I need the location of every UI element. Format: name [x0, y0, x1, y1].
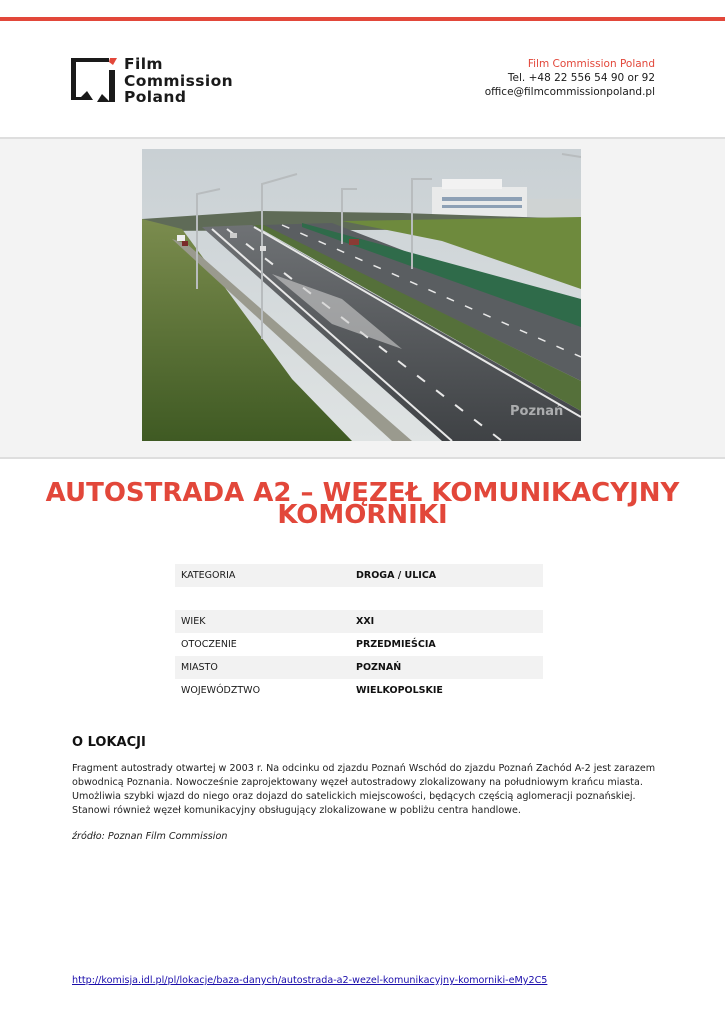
highway-illustration — [142, 149, 581, 441]
details-spacer — [175, 587, 543, 610]
contact-organization: Film Commission Poland — [527, 58, 655, 70]
logo-mark-icon — [69, 56, 119, 106]
page-title: AUTOSTRADA A2 – WĘZEŁ KOMUNIKACYJNY KOMORNIKI — [45, 478, 680, 530]
detail-row-otoczenie — [175, 633, 543, 656]
about-heading: O LOKACJI — [72, 735, 146, 750]
location-photo — [142, 149, 581, 441]
logo-word-poland: Poland — [124, 88, 187, 106]
photo-band — [0, 137, 725, 459]
detail-label: MIASTO — [181, 662, 218, 673]
detail-value: PRZEDMIEŚCIA — [356, 639, 436, 650]
logo[interactable] — [69, 55, 234, 108]
detail-value: DROGA / ULICA — [356, 570, 437, 581]
contact-phone: Tel. +48 22 556 54 90 or 92 — [507, 72, 655, 84]
detail-row-kategoria — [175, 564, 543, 587]
detail-value: WIELKOPOLSKIE — [356, 685, 443, 696]
detail-row-wojewodztwo — [175, 679, 543, 702]
photo-watermark: Poznań — [510, 404, 564, 419]
detail-label: WOJEWÓDZTWO — [181, 685, 261, 696]
about-body: Fragment autostrady otwartej w 2003 r. Na odcinku od zjazdu Poznań Wschód do zjazdu Poznań Zachód A-2 jest zarazem obwodnicą Poznania. Nowocześnie zaprojektowany węzeł autostradowy zlokalizowany na południowym krańcu miasta. Umożliwia szybki wjazd do niego oraz dojazd do satelickich miejscowości, będących częścią aglomeracji poznańskiej. Stanowi również węzeł komunikacyjny obsługujący zlokalizowane w pobliżu centra handlowe. — [72, 763, 656, 816]
logo-word-film: Film — [124, 55, 163, 73]
logo-wordmark — [124, 56, 233, 106]
contact-block — [485, 57, 655, 99]
source-note: źródło: Poznan Film Commission — [72, 831, 228, 842]
detail-row-miasto — [175, 656, 543, 679]
detail-value: XXI — [356, 616, 375, 627]
detail-label: WIEK — [181, 616, 206, 627]
detail-label: OTOCZENIE — [181, 639, 237, 650]
detail-label: KATEGORIA — [181, 570, 236, 581]
top-accent-rule — [0, 17, 725, 21]
detail-row-wiek — [175, 610, 543, 633]
contact-email[interactable]: office@filmcommissionpoland.pl — [484, 86, 655, 98]
logo-word-commission: Commission — [124, 71, 234, 90]
details-table — [175, 564, 543, 702]
detail-value: POZNAŃ — [356, 662, 402, 673]
location-url-link[interactable]: http://komisja.idl.pl/pl/lokacje/baza-danych/autostrada-a2-wezel-komunikacyjny-komorniki-eMy2C5 — [72, 975, 548, 986]
